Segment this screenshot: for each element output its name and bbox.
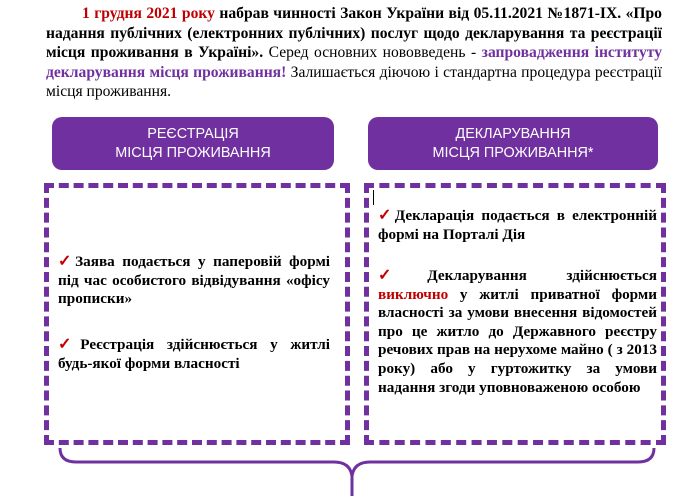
declaration-item-portal-text: Декларація подається в електронній формі на Порталі Дія (378, 207, 657, 243)
intro-paragraph (46, 4, 662, 102)
declaration-header (368, 117, 658, 170)
intro-date: 1 грудня 2021 року (82, 5, 215, 22)
check-icon: ✓ (378, 207, 395, 224)
registration-header (52, 117, 334, 170)
intro-highlight: запровадження інституту декларування місця проживання! (46, 44, 663, 81)
intro-text: Серед основних нововведень - (263, 44, 482, 62)
check-icon: ✓ (58, 336, 81, 353)
intro-law-text: набрав чинності Закон України від 05.11.2021 №1871-ІХ. «Про надання публічних (електронних публічних) послуг щодо декларування та реєстрації місця проживання в Україні». (46, 5, 662, 62)
declaration-item-property-text-b: у житлі приватної форми власності за умови внесення відомостей про це житло до Державного реєстру речових прав на нерухоме майно ( з 2013 року) або у гуртожитку за умови надання згоди уповноваженою особою (378, 285, 657, 396)
text-cursor (373, 190, 374, 205)
declaration-header-line1: ДЕКЛАРУВАННЯ (455, 125, 571, 142)
declaration-item-property-text-a: Декларування здійснюється (427, 267, 658, 284)
declaration-item-exclusively: виключно (378, 285, 449, 303)
curly-brace-icon (54, 446, 666, 496)
registration-item-property (58, 336, 330, 373)
declaration-header-line2: МІСЦЯ ПРОЖИВАННЯ* (432, 144, 594, 161)
registration-header-line2: МІСЦЯ ПРОЖИВАННЯ (115, 144, 271, 161)
declaration-item-property (378, 267, 657, 397)
registration-item-property-text: Реєстрація здійснюється у житлі будь-якої форми власності (58, 336, 330, 372)
check-icon: ✓ (378, 267, 428, 284)
check-icon: ✓ (58, 253, 76, 270)
declaration-item-portal (378, 207, 657, 244)
registration-header-line1: РЕЄСТРАЦІЯ (147, 125, 239, 142)
registration-item-application-text: Заява подається у паперовій формі під час особистого відвідування «офісу прописки» (58, 253, 331, 308)
registration-box (44, 183, 350, 445)
intro-text-end: Залишається діючою і стандартна процедура реєстрації місця проживання. (46, 63, 662, 101)
registration-item-application (58, 253, 330, 309)
